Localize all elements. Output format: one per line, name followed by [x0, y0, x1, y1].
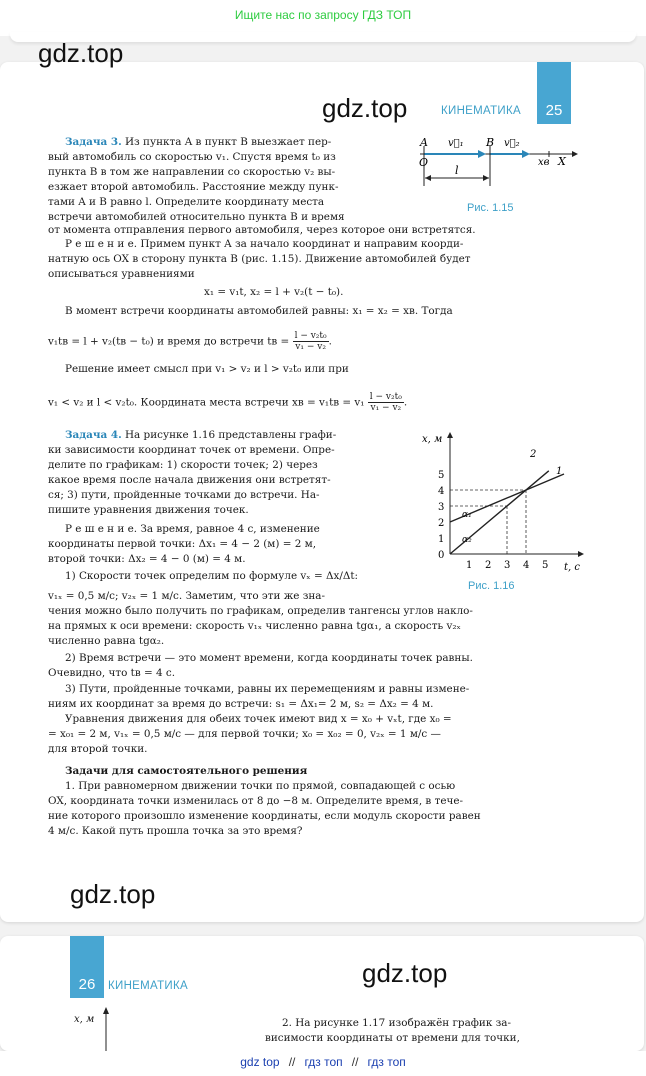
fig116-ylabel: x, м [422, 434, 443, 445]
y-tick-label: 1 [438, 534, 445, 545]
x-tick-label: 1 [466, 560, 473, 571]
self-study-heading: Задачи для самостоятельного решения [65, 765, 308, 777]
watermark: gdz.top [70, 879, 156, 909]
y-tick-label: 3 [438, 502, 445, 513]
y-tick-label: 0 [438, 550, 445, 561]
page-number: 26 [70, 936, 104, 998]
equation-meeting-time: v₁tв = l + v₂(tв − t₀) и время до встречи tв = $\frac{\text{l − v₂t₀}}{\text{v₁ − v₂}}$ . [48, 331, 332, 352]
solution3-line6: v₁ < v₂ и l < v₂t₀. Координата места встречи xв = v₁tв = v₁ $\frac{\text{l − v₂t₀}}{\text{v₁ − v₂}}$ . [48, 392, 408, 413]
task4-label: Задача 4. [65, 429, 122, 441]
bottom-link-3[interactable]: гдз топ [367, 1055, 406, 1069]
y-tick-label: 2 [438, 518, 445, 529]
task4-line4: какое время после начала движения они встретят- [48, 474, 331, 486]
fig116-line2-label: 2 [530, 449, 537, 460]
fig115-label-l: l [455, 164, 459, 177]
x-tick-label: 2 [485, 560, 492, 571]
fig115-label-b: B [486, 136, 495, 149]
solution4-line15: для второй точки. [48, 743, 148, 755]
solution4-line10: Очевидно, что tв = 4 с. [48, 667, 176, 679]
fig115-label-xv: xв [538, 157, 550, 168]
y-tick-label: 5 [438, 470, 445, 481]
solution4-line9: 2) Время встречи — это момент времени, когда координаты точек равны. [65, 652, 473, 664]
fig115-label-v1: v⃗₁ [448, 138, 464, 149]
y-tick-label: 4 [438, 486, 445, 497]
solution3-line3: описываться уравнениями [48, 268, 195, 280]
x-tick-label: 5 [542, 560, 549, 571]
solution4-line7: на прямых к оси времени: скорость v₁ₓ численно равна tgα₁, а скорость v₂ₓ [48, 620, 461, 632]
watermark: gdz.top [362, 958, 448, 988]
solution4-line2: координаты первой точки: Δx₁ = 4 − 2 (м) = 2 м, [48, 538, 317, 550]
solution4-line12: ниям их координат за время до встречи: s₁ = Δx₁= 2 м, s₂ = Δx₂ = 4 м. [48, 698, 434, 710]
figure-1-16 [418, 430, 588, 575]
self-study-line1: 1. При равномерном движении точки по прямой, совпадающей с осью [65, 780, 456, 792]
task3-line6: встречи автомобилей относительно пункта B и время [48, 211, 345, 223]
solution4-line5: v₁ₓ = 0,5 м/с; v₂ₓ = 1 м/с. Заметим, что эти же зна- [48, 590, 326, 602]
solution4-line1: Р е ш е н и е. За время, равное 4 с, изменение [65, 523, 320, 535]
solution4-line4: 1) Скорости точек определим по формуле vₓ = Δx/Δt: [65, 570, 359, 582]
axis-arrow-icon [100, 1006, 112, 1051]
watermark: gdz.top [38, 38, 124, 68]
self-study-line2: OX, координата точки изменилась от 8 до −8 м. Определите время, в тече- [48, 795, 464, 807]
task4-line5: ся; 3) пути, пройденные точками до встречи. На- [48, 489, 320, 501]
task3-line1: Задача 3. Из пункта A в пункт B выезжает пер- [65, 136, 332, 148]
solution4-line14: = x₀₁ = 2 м, v₁ₓ = 0,5 м/с — для первой точки; x₀ = x₀₂ = 0, v₂ₓ = 1 м/с — [48, 728, 441, 740]
task3-line4: езжает второй автомобиль. Расстояние между пунк- [48, 181, 339, 193]
search-prompt-link[interactable]: Ищите нас по запросу ГДЗ ТОП [234, 8, 412, 22]
page-number: 25 [537, 62, 571, 124]
axis-label: x, м [74, 1014, 95, 1025]
task3-line2: вый автомобиль со скоростью v₁. Спустя время t₀ из [48, 151, 336, 163]
task4-line1: Задача 4. На рисунке 1.16 представлены графи- [65, 429, 337, 441]
solution4-line8: численно равна tgα₂. [48, 635, 165, 647]
solution4-line13: Уравнения движения для обеих точек имеют вид x = x₀ + vₓt, где x₀ = [65, 713, 452, 725]
bottom-link-2[interactable]: гдз топ [304, 1055, 343, 1069]
figure-1-15 [412, 132, 582, 212]
fig116-alpha1: α₁ [462, 510, 472, 520]
task4-line6: пишите уравнения движения точек. [48, 504, 249, 516]
fig115-label-x: X [558, 155, 566, 168]
fig116-xlabel: t, с [564, 562, 580, 573]
task2-line1: 2. На рисунке 1.17 изображён график за- [282, 1017, 511, 1029]
fig116-alpha2: α₂ [462, 535, 472, 545]
fig115-label-o: O [419, 156, 429, 169]
textbook-page-25 [0, 62, 644, 922]
solution4-line3: второй точки: Δx₂ = 4 − 0 (м) = 4 м. [48, 553, 246, 565]
figure-1-15-caption: Рис. 1.15 [467, 202, 514, 214]
fig115-label-v2: v⃗₂ [504, 138, 520, 149]
section-title: КИНЕМАТИКА [441, 105, 521, 117]
task3-line5: тами A и B равно l. Определите координату места [48, 196, 325, 208]
equation-motion: x₁ = v₁t, x₂ = l + v₂(t − t₀). [204, 286, 344, 298]
task4-line2: ки зависимости координат точек от времени. Опре- [48, 444, 335, 456]
solution4-line6: чения можно было получить по графикам, определив тангенсы углов накло- [48, 605, 473, 617]
figure-1-16-caption: Рис. 1.16 [468, 580, 515, 592]
x-tick-label: 4 [523, 560, 530, 571]
task4-line3: делите по графикам: 1) скорости точек; 2) через [48, 459, 318, 471]
solution3-line1: Р е ш е н и е. Примем пункт A за начало координат и направим коорди- [65, 238, 464, 250]
task3-line3: пункта B в том же направлении со скоростью v₂ вы- [48, 166, 336, 178]
solution3-line5: Решение имеет смысл при v₁ > v₂ и l > v₂t₀ или при [65, 363, 349, 375]
textbook-page-26 [0, 936, 644, 1051]
separator: // [351, 1055, 359, 1069]
solution3-line4: В момент встречи координаты автомобилей равны: x₁ = x₂ = xв. Тогда [65, 305, 453, 317]
fig115-label-a: A [420, 136, 428, 149]
bottom-links-bar [0, 1051, 646, 1076]
separator: // [288, 1055, 296, 1069]
solution3-line2: натную ось OX в сторону пункта B (рис. 1.15). Движение автомобилей будет [48, 253, 471, 265]
section-title: КИНЕМАТИКА [108, 980, 188, 992]
self-study-line3: ние которого произошло изменение координаты, если модуль скорости равен [48, 810, 481, 822]
fig116-line1-label: 1 [556, 466, 563, 477]
task3-label: Задача 3. [65, 136, 122, 148]
watermark: gdz.top [322, 93, 408, 123]
self-study-line4: 4 м/с. Какой путь прошла точка за это время? [48, 825, 303, 837]
solution4-line11: 3) Пути, пройденные точками, равны их перемещениям и равны измене- [65, 683, 470, 695]
x-tick-label: 3 [504, 560, 511, 571]
task3-line7: от момента отправления первого автомобиля, через которое они встретятся. [48, 224, 476, 236]
bottom-link-1[interactable]: gdz top [240, 1055, 280, 1069]
top-banner [0, 0, 646, 36]
task2-line2: висимости координаты от времени для точки, [265, 1032, 520, 1044]
